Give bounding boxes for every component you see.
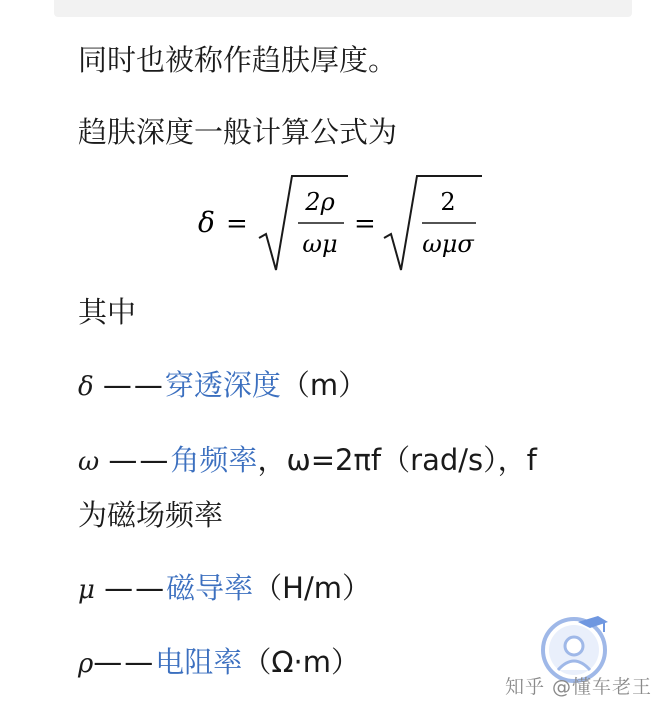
mu-dash: —— [104,571,167,605]
watermark: 知乎 @懂车老王 [504,676,652,698]
formula-numerator-1: 2ρ [305,188,335,216]
rho-unit: （Ω·m） [242,645,360,679]
definition-mu [78,568,371,610]
mu-unit: （H/m） [253,571,371,605]
omega-dash: —— [108,443,171,477]
formula-denominator-1: ωμ [302,230,338,258]
delta-unit: （m） [280,368,368,402]
where-label: 其中 [78,295,137,329]
angular-frequency-link[interactable]: 角频率 [170,443,258,477]
definition-omega [78,440,537,482]
formula-denominator-2: ωμσ [422,230,474,258]
paragraph-line-1: 同时也被称作趋肤厚度。 [78,43,398,77]
penetration-depth-link[interactable]: 穿透深度 [164,368,281,402]
permeability-link[interactable]: 磁导率 [166,571,254,605]
skin-depth-formula [196,170,516,280]
formula-lhs: δ [198,206,215,239]
mu-symbol: μ [78,575,95,605]
definition-delta [78,365,367,407]
rho-dash: —— [93,645,156,679]
delta-dash: —— [102,368,165,402]
formula-eq-1: = [226,209,248,239]
omega-description: ，ω=2πf（rad/s），f [257,443,537,477]
resistivity-link[interactable]: 电阻率 [155,645,243,679]
formula-numerator-2: 2 [440,188,456,216]
top-divider-bar [54,0,632,17]
omega-symbol: ω [78,447,100,477]
paragraph-line-2: 趋肤深度一般计算公式为 [78,115,398,149]
definition-rho [78,642,360,684]
delta-symbol: δ [78,372,94,402]
rho-symbol: ρ [78,649,94,679]
definition-omega-continued: 为磁场频率 [78,498,224,532]
formula-eq-2: = [354,209,376,239]
